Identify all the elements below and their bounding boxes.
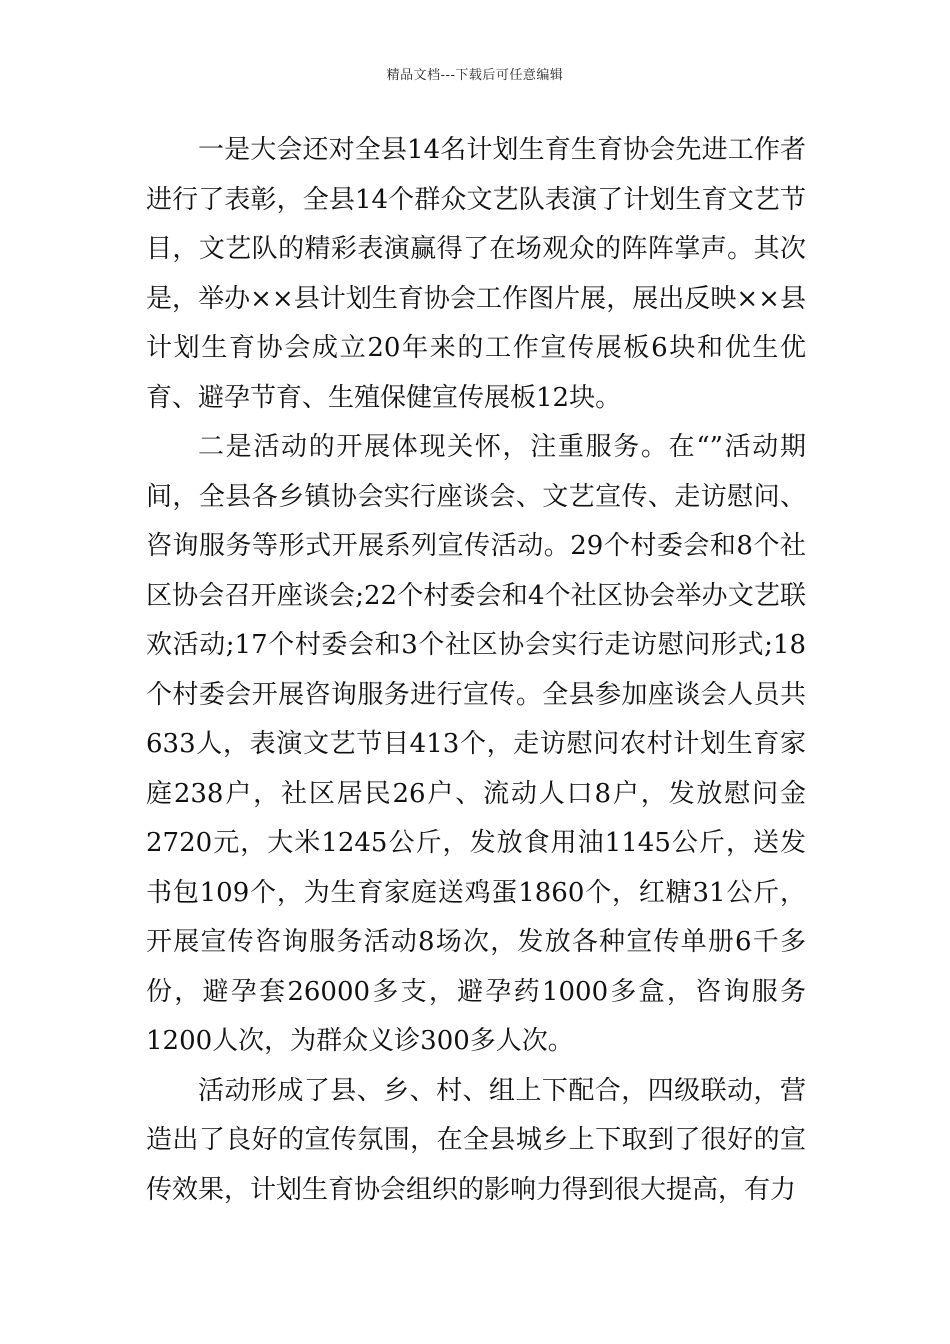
paragraph-effects: 活动形成了县、乡、村、组上下配合，四级联动，营造出了良好的宣传氛围，在全县城乡上下取到了很好的宣传效果，计划生育协会组织的影响力得到很大提高，有力 (146, 1075, 806, 1205)
paragraph-commendation: 一是大会还对全县14名计划生育生育协会先进工作者进行了表彰，全县14个群众文艺队表演了计划生育文艺节目，文艺队的精彩表演赢得了在场观众的阵阵掌声。其次是，举办××县计划生育协会工作图片展，展出反映××县计划生育协会成立20年来的工作宣传展板6块和优生优育、避孕节育、生殖保健宣传展板12块。 (146, 135, 806, 413)
page-header: 精品文档---下载后可任意编辑 (386, 68, 564, 83)
document-body (146, 126, 806, 1215)
paragraph-activities: 二是活动的开展体现关怀，注重服务。在“”活动期间，全县各乡镇协会实行座谈会、文艺宣传、走访慰问、咨询服务等形式开展系列宣传活动。29个村委会和8个社区协会召开座谈会;22个村委会和4个社区协会举办文艺联欢活动;17个村委会和3个社区协会实行走访慰问形式;18个村委会开展咨询服务进行宣传。全县参加座谈会人员共633人，表演文艺节目413个，走访慰问农村计划生育家庭238户，社区居民26户、流动人口8户，发放慰问金2720元，大米1245公斤，发放食用油1145公斤，送发书包109个，为生育家庭送鸡蛋1860个，红糖31公斤，开展宣传咨询服务活动8场次，发放各种宣传单册6千多份，避孕套26000多支，避孕药1000多盒，咨询服务1200人次，为群众义诊300多人次。 (146, 432, 806, 1056)
